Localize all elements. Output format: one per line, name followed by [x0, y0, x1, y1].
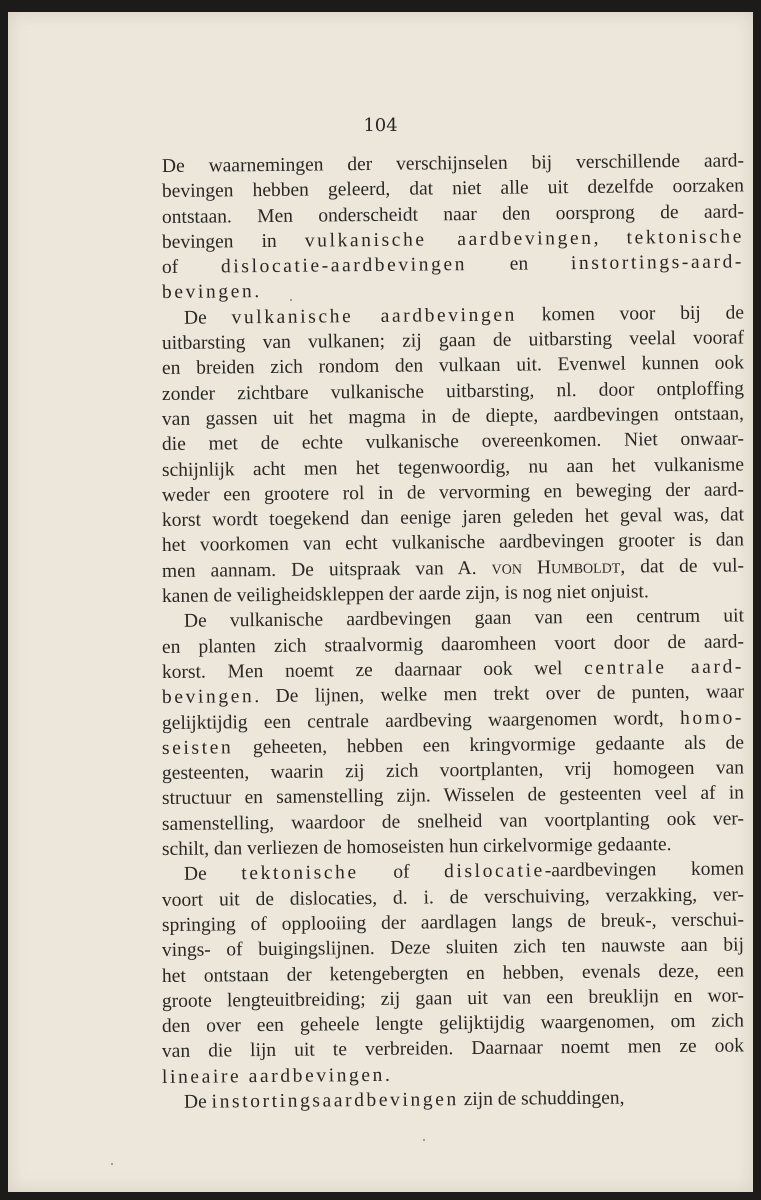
text-run: of — [358, 861, 445, 884]
text-run: , dat de vul- — [620, 555, 745, 578]
spaced-term: dislocatie — [443, 860, 545, 883]
spaced-term: dislocatie-aardbevingen — [220, 254, 468, 278]
text-run: De — [183, 863, 242, 886]
text-run: . De lijnen, welke men trekt over de punten, waar — [254, 681, 745, 708]
spaced-term: bevingen — [161, 281, 255, 304]
text-run: kanen de veiligheidskleppen der aarde zijn, is nog niet onjuist. — [161, 581, 649, 608]
text-run: -aardbevingen komen — [544, 858, 745, 882]
text-run: , — [593, 227, 627, 249]
spaced-term: lineaire aardbevingen — [161, 1064, 386, 1088]
text-run: van gassen uit het magma in de diepte, aardbevingen ontstaan, — [161, 403, 745, 430]
spaced-term: instortings-aard- — [570, 251, 745, 275]
spaced-term: vulkanische aardbevingen — [231, 304, 518, 329]
paper-speck — [111, 1163, 113, 1165]
spaced-term: centrale aard- — [584, 656, 745, 679]
text-run: die met de echte vulkanische overeenkomen. Niet onwaar- — [161, 428, 745, 456]
text-run: De — [183, 1091, 212, 1113]
text-run: korst wordt toegekend dan eenige jaren geleden het geval was, dat — [161, 504, 745, 532]
text-run: structuur en samenstelling zijn. Wisselen de gesteenten veel af in — [161, 782, 745, 810]
spaced-term: homo- — [679, 706, 745, 729]
text-run: gelijktijdig een centrale aardbeving waargenomen wordt, — [161, 707, 681, 734]
text-run: weder een grootere rol in de vervorming en beweging der aard- — [161, 479, 745, 506]
text-line — [162, 1084, 744, 1115]
text-run: bevingen in — [161, 230, 305, 253]
text-run: men aannam. De uitspraak van A. — [161, 557, 492, 582]
text-run: en breiden zich rondom den vulkaan uit. Evenwel kunnen ook — [161, 352, 745, 380]
text-run: van die lijn uit te verbreiden. Daarnaar noemt men ze ook — [161, 1035, 745, 1063]
paper-speck — [290, 299, 292, 301]
text-run: het ontstaan der ketengebergten en hebben, evenals deze, een — [161, 959, 745, 987]
text-run: komen voor bij de — [516, 302, 745, 326]
text-run: het voorkomen van echt vulkanische aardbevingen grooter is dan — [161, 529, 745, 557]
text-run: of — [161, 256, 222, 279]
text-run: gesteenten, waarin zij zich voortplanten, vrij homogeen van — [161, 757, 745, 785]
text-run: vings- of buigingslijnen. Deze sluiten zich ten nauwste aan bij — [161, 934, 745, 962]
text-run: den over een geheele lengte gelijktijdig waargenomen, om zich — [161, 1010, 745, 1038]
spaced-term: bevingen — [161, 686, 255, 709]
paper-speck — [423, 1139, 425, 1141]
book-page — [8, 12, 753, 1192]
spaced-term: seisten — [161, 737, 234, 759]
spaced-term: vulkanische aardbevingen — [304, 227, 594, 252]
text-run: schijnlijk acht men het tegenwoordig, nu aan het vulkanisme — [161, 453, 745, 481]
text-run: bevingen hebben geleerd, dat niet alle uit dezelfde oorzaken — [161, 175, 745, 203]
text-run: . — [384, 1064, 390, 1086]
text-run: korst. Men noemt ze daarnaar ook wel — [161, 657, 585, 683]
text-run: schilt, dan verliezen de homoseisten hun cirkelvormige gedaante. — [161, 834, 672, 861]
text-run: zonder zichtbare vulkanische uitbarsting, nl. door ontploffing — [161, 378, 745, 405]
text-run: en planten zich straalvormig daaromheen voort door de aard- — [161, 631, 745, 658]
text-run: ontstaan. Men onderscheidt naar den oorsprong de aard- — [161, 201, 745, 228]
text-run: De waarnemingen der verschijnselen bij verschillende aard- — [161, 150, 745, 177]
text-run: geheeten, hebben een kringvormige gedaante als de — [233, 732, 745, 759]
text-run: . — [254, 281, 260, 303]
spaced-term: tektonische — [241, 862, 359, 885]
text-run: en — [466, 253, 572, 276]
text-run: uitbarsting van vulkanen; zij gaan de uitbarsting veelal vooraf — [161, 327, 745, 355]
text-run: voort uit de dislocaties, d. i. de verschuiving, verzakking, ver- — [161, 884, 745, 911]
text-run: springing of opplooiing der aardlagen langs de breuk-, verschui- — [161, 909, 745, 936]
text-run: samenstelling, waardoor de snelheid van voortplanting ook ver- — [161, 808, 745, 835]
text-run: De — [183, 307, 232, 329]
body-text — [161, 150, 745, 1115]
text-run: De vulkanische aardbevingen gaan van een centrum uit — [183, 605, 745, 633]
text-run: zijn de schuddingen, — [458, 1087, 625, 1111]
small-caps-name: von Humboldt — [491, 556, 621, 579]
spaced-term: instortingsaardbevingen — [211, 1089, 459, 1113]
text-run: groote lengteuitbreiding; zij gaan uit van een breuklijn en wor- — [161, 985, 745, 1012]
page-number: 104 — [363, 115, 398, 136]
spaced-term: tektonische — [626, 226, 745, 249]
